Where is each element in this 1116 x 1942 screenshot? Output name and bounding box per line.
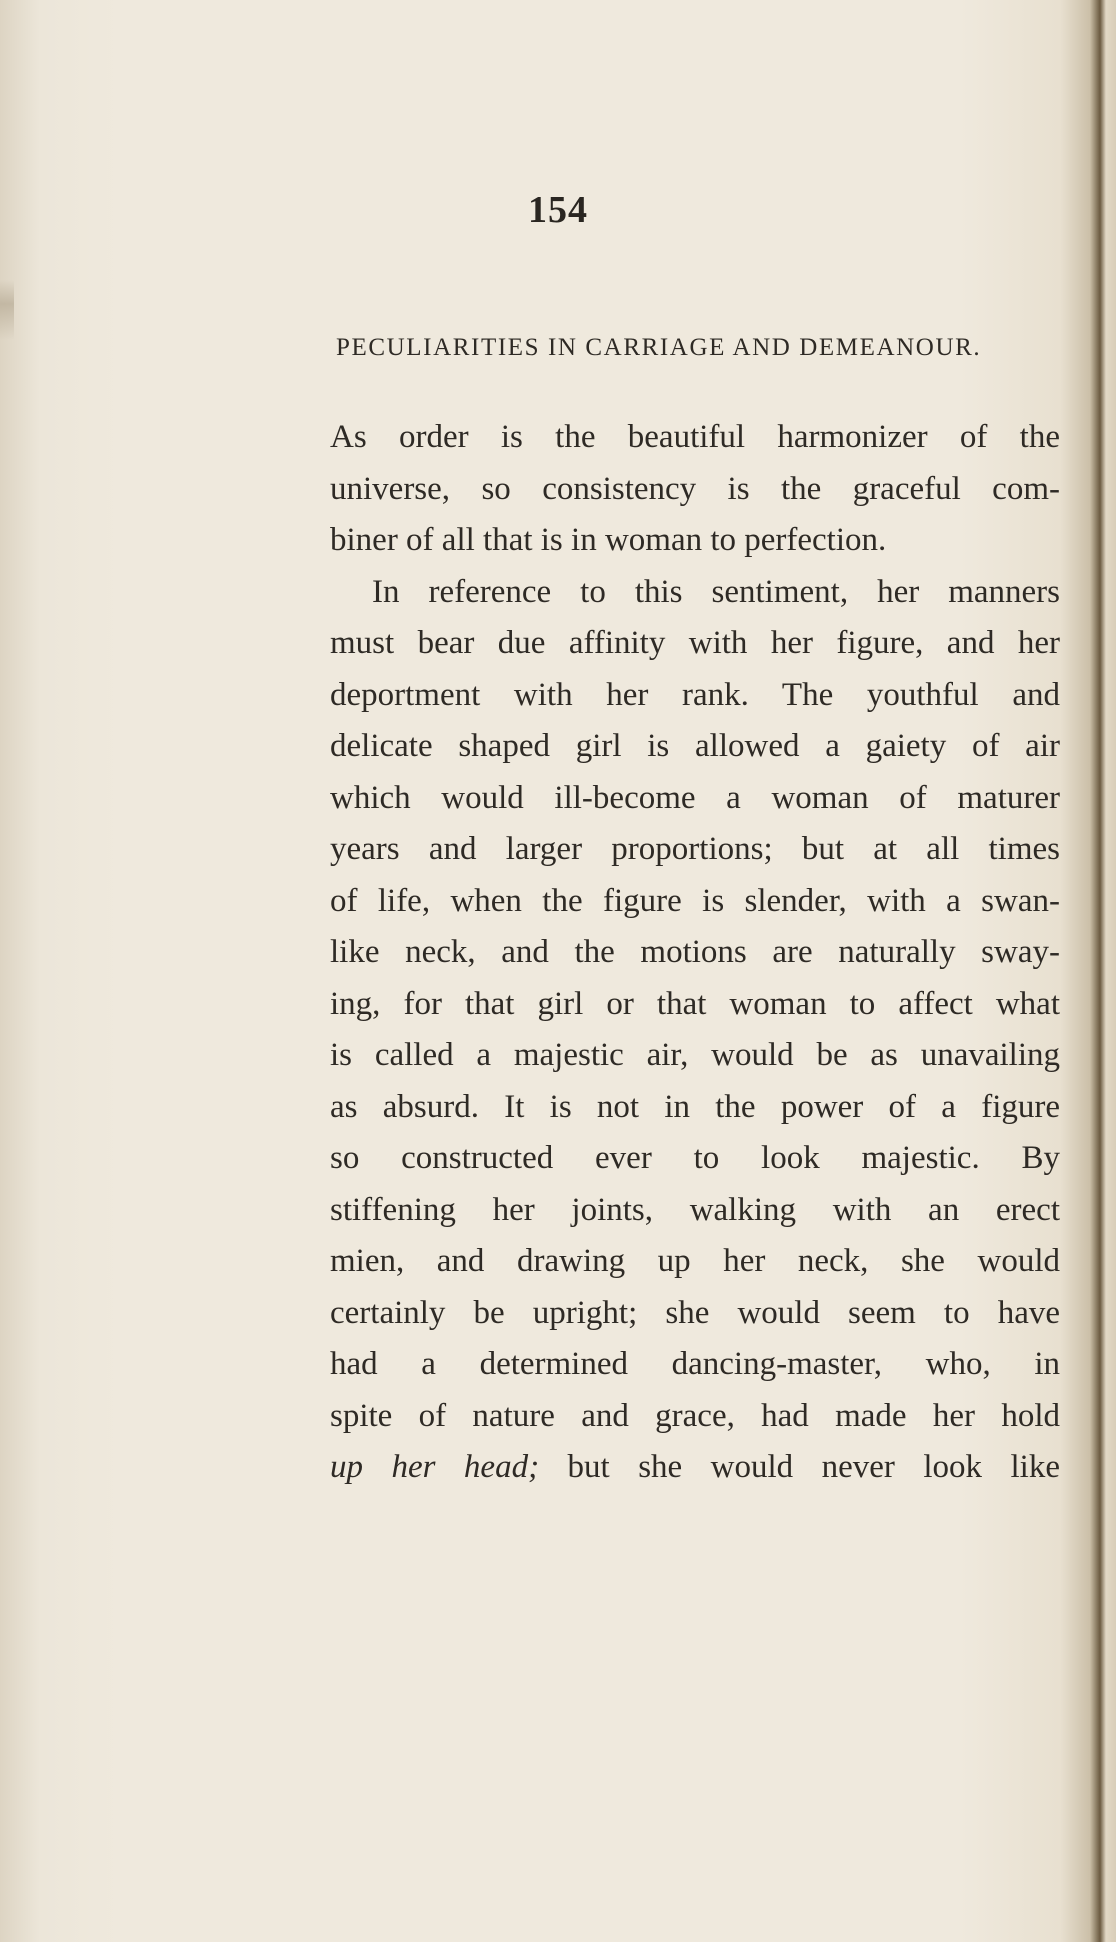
text-line: of life, when the figure is slender, with a swan- <box>330 882 1060 919</box>
text-line: stiffening her joints, walking with an erect <box>330 1191 1060 1228</box>
text-line: spite of nature and grace, had made her hold <box>330 1397 1060 1434</box>
text-line: must bear due affinity with her figure, and her <box>330 625 1060 661</box>
text-line: so constructed ever to look majestic. By <box>330 1140 1060 1176</box>
page-edge-shadow <box>0 280 14 340</box>
text-line: is called a majestic air, would be as unavailing <box>330 1037 1060 1073</box>
text-line: In reference to this sentiment, her manners <box>372 573 1060 610</box>
text-line: biner of all that is in woman to perfection. <box>330 522 887 558</box>
text-line: ing, for that girl or that woman to affect what <box>330 985 1060 1022</box>
text-line: which would ill-become a woman of maturer <box>330 779 1060 816</box>
text-line: deportment with her rank. The youthful and <box>330 676 1060 713</box>
text-line: delicate shaped girl is allowed a gaiety of air <box>330 728 1060 764</box>
text-line-rest: but she would never look like <box>539 1449 1060 1485</box>
text-line: As order is the beautiful harmonizer of the <box>330 419 1060 455</box>
text-line: certainly be upright; she would seem to have <box>330 1294 1060 1331</box>
text-line: had a determined dancing-master, who, in <box>330 1346 1060 1382</box>
text-line: like neck, and the motions are naturally sway- <box>330 934 1060 970</box>
text-line: universe, so consistency is the graceful com- <box>330 470 1060 507</box>
text-line: as absurd. It is not in the power of a figure <box>330 1088 1060 1125</box>
running-head: PECULIARITIES IN CARRIAGE AND DEMEANOUR. <box>336 334 982 361</box>
italic-phrase: up her head; <box>330 1449 540 1485</box>
page-number: 154 <box>528 189 588 231</box>
text-line: mien, and drawing up her neck, she would <box>330 1243 1060 1279</box>
body-text <box>330 412 1060 1494</box>
text-line-last <box>330 1442 1060 1494</box>
text-line: years and larger proportions; but at all times <box>330 831 1060 867</box>
